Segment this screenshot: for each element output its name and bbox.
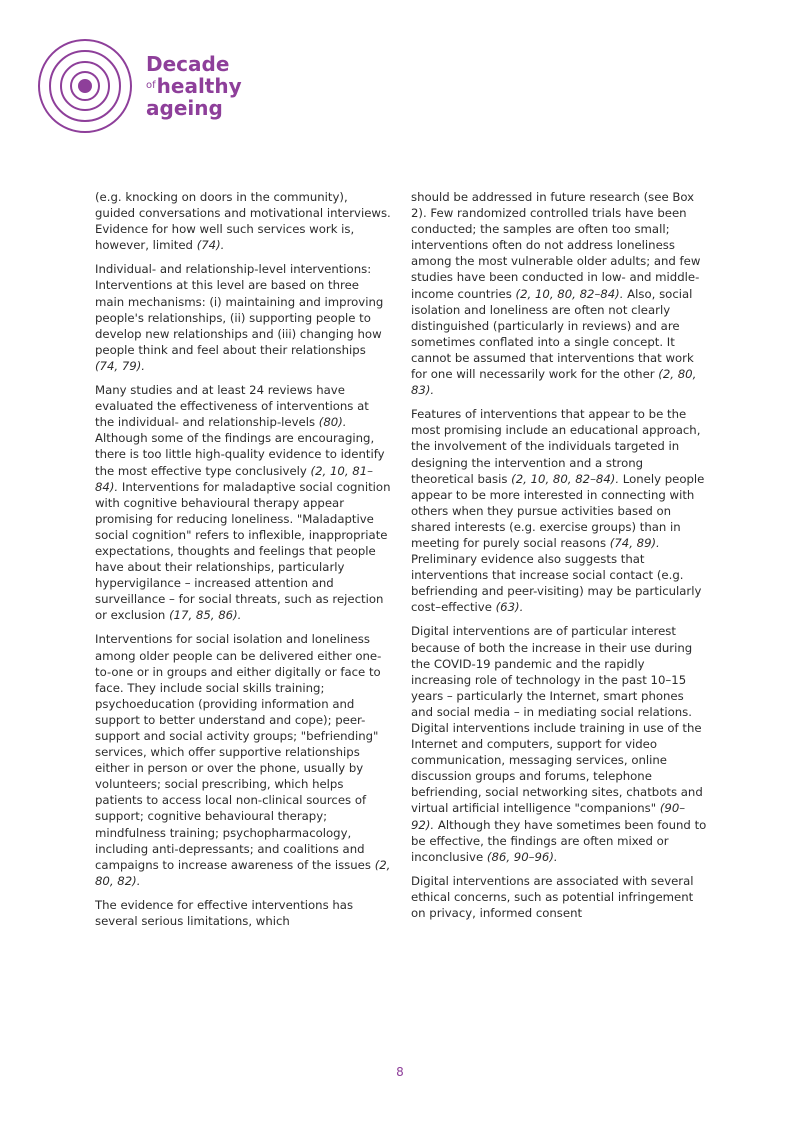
brand-line-ageing: ageing <box>146 96 223 120</box>
right-column <box>411 189 707 929</box>
paragraph: Digital interventions are associated with several ethical concerns, such as potential infringement on privacy, informed consent <box>411 873 694 921</box>
citation: (74, 79). <box>95 358 146 373</box>
page-number: 8 <box>396 1065 404 1079</box>
decade-logo-icon <box>37 38 133 134</box>
left-column <box>95 189 391 937</box>
paragraph: (e.g. knocking on doors in the community), guided conversations and motivational interviews. Evidence for how well such services work is, however, limited (74). <box>95 190 391 253</box>
citation: (86, 90–96). <box>486 849 558 864</box>
brand-line-decade: Decade <box>146 52 230 76</box>
brand-title <box>146 54 242 119</box>
citation: (63). <box>495 600 524 615</box>
paragraph: Digital interventions are of particular interest because of both the increase in their use during the COVID-19 pandemic and the rapidly increasing role of technology in the past 10–15 years – particularly the Internet, smart phones and social media – in mediating social relations. Digital interventions include training in use of the Internet and computers, support for video communication, messaging services, online discussion groups and forums, telephone befriending, social networking sites, chatbots and virtual artificial intelligence "companions" (90–92). Although they have sometimes been found to be effective, the findings are often mixed or inconclusive (86, 90–96). <box>411 624 707 864</box>
citation: (2, 80, 83). <box>411 367 697 398</box>
citation: (17, 85, 86). <box>169 608 242 623</box>
brand-of: of <box>146 80 156 91</box>
citation: (2, 10, 80, 82–84). <box>511 471 620 486</box>
citation: (90–92). <box>411 801 686 832</box>
brand-line-healthy: $^{of}$healthy <box>146 74 242 98</box>
citation: (80). <box>318 415 347 430</box>
citation: (2, 10, 80, 82–84). <box>515 286 624 301</box>
paragraph: Features of interventions that appear to be the most promising include an educational approach, the involvement of the individuals targeted in designing the intervention and a strong theoretical basis (2, 10, 80, 82–84). Lonely people appear to be more interested in connecting with others when they pursue activities based on shared interests (e.g. exercise groups) than in meeting for purely social reasons (74, 89). Preliminary evidence also suggests that interventions that increase social contact (e.g. befriending and peer-visiting) may be particularly cost–effective (63). <box>411 407 705 615</box>
paragraph: Many studies and at least 24 reviews have evaluated the effectiveness of interventions at the individual- and relationship-levels (80). Although some of the findings are encouraging, there is too little high-quality evidence to identify the most effective type conclusively (2, 10, 81–84). Interventions for maladaptive social cognition with cognitive behavioural therapy appear promising for reducing loneliness. "Maladaptive social cognition" refers to inflexible, inappropriate expectations, thoughts and feelings that people have about their relationships, particularly hypervigilance – increased attention and surveillance – for social threats, such as rejection or exclusion (17, 85, 86). <box>95 383 391 623</box>
paragraph: Interventions for social isolation and loneliness among older people can be delivered either one-to-one or in groups and either digitally or face to face. They include social skills training; psychoeducation (providing information and support to better understand and cope); peer-support and social activity groups; "befriending" services, which offer supportive relationships either in person or over the phone, usually by volunteers; social prescribing, which helps patients to access local non-clinical sources of support; cognitive behavioural therapy; mindfulness training; psychopharmacology, including anti-depressants; and coalitions and campaigns to increase awareness of the issues (2, 80, 82). <box>95 632 391 888</box>
paragraph: Individual- and relationship-level interventions: Interventions at this level are based on three main mechanisms: (i) maintaining and improving people's relationships, (ii) supporting people to develop new relationships and (iii) changing how people think and feel about their relationships (74, 79). <box>95 262 384 373</box>
citation: (74, 89). <box>609 535 660 550</box>
paragraph: The evidence for effective interventions has several serious limitations, which <box>95 897 354 929</box>
citation: (74). <box>196 238 225 253</box>
paragraph: should be addressed in future research (see Box 2). Few randomized controlled trials have been conducted; the samples are often too small; interventions often do not address loneliness among the most vulnerable older adults; and few studies have been conducted in low- and middle-income countries (2, 10, 80, 82–84). Also, social isolation and loneliness are often not clearly distinguished (particularly in reviews) and are sometimes conflated into a single concept. It cannot be assumed that interventions that work for one will necessarily work for the other (2, 80, 83). <box>411 190 701 398</box>
citation: (2, 80, 82). <box>95 857 391 888</box>
citation: (2, 10, 81–84). <box>95 463 373 494</box>
